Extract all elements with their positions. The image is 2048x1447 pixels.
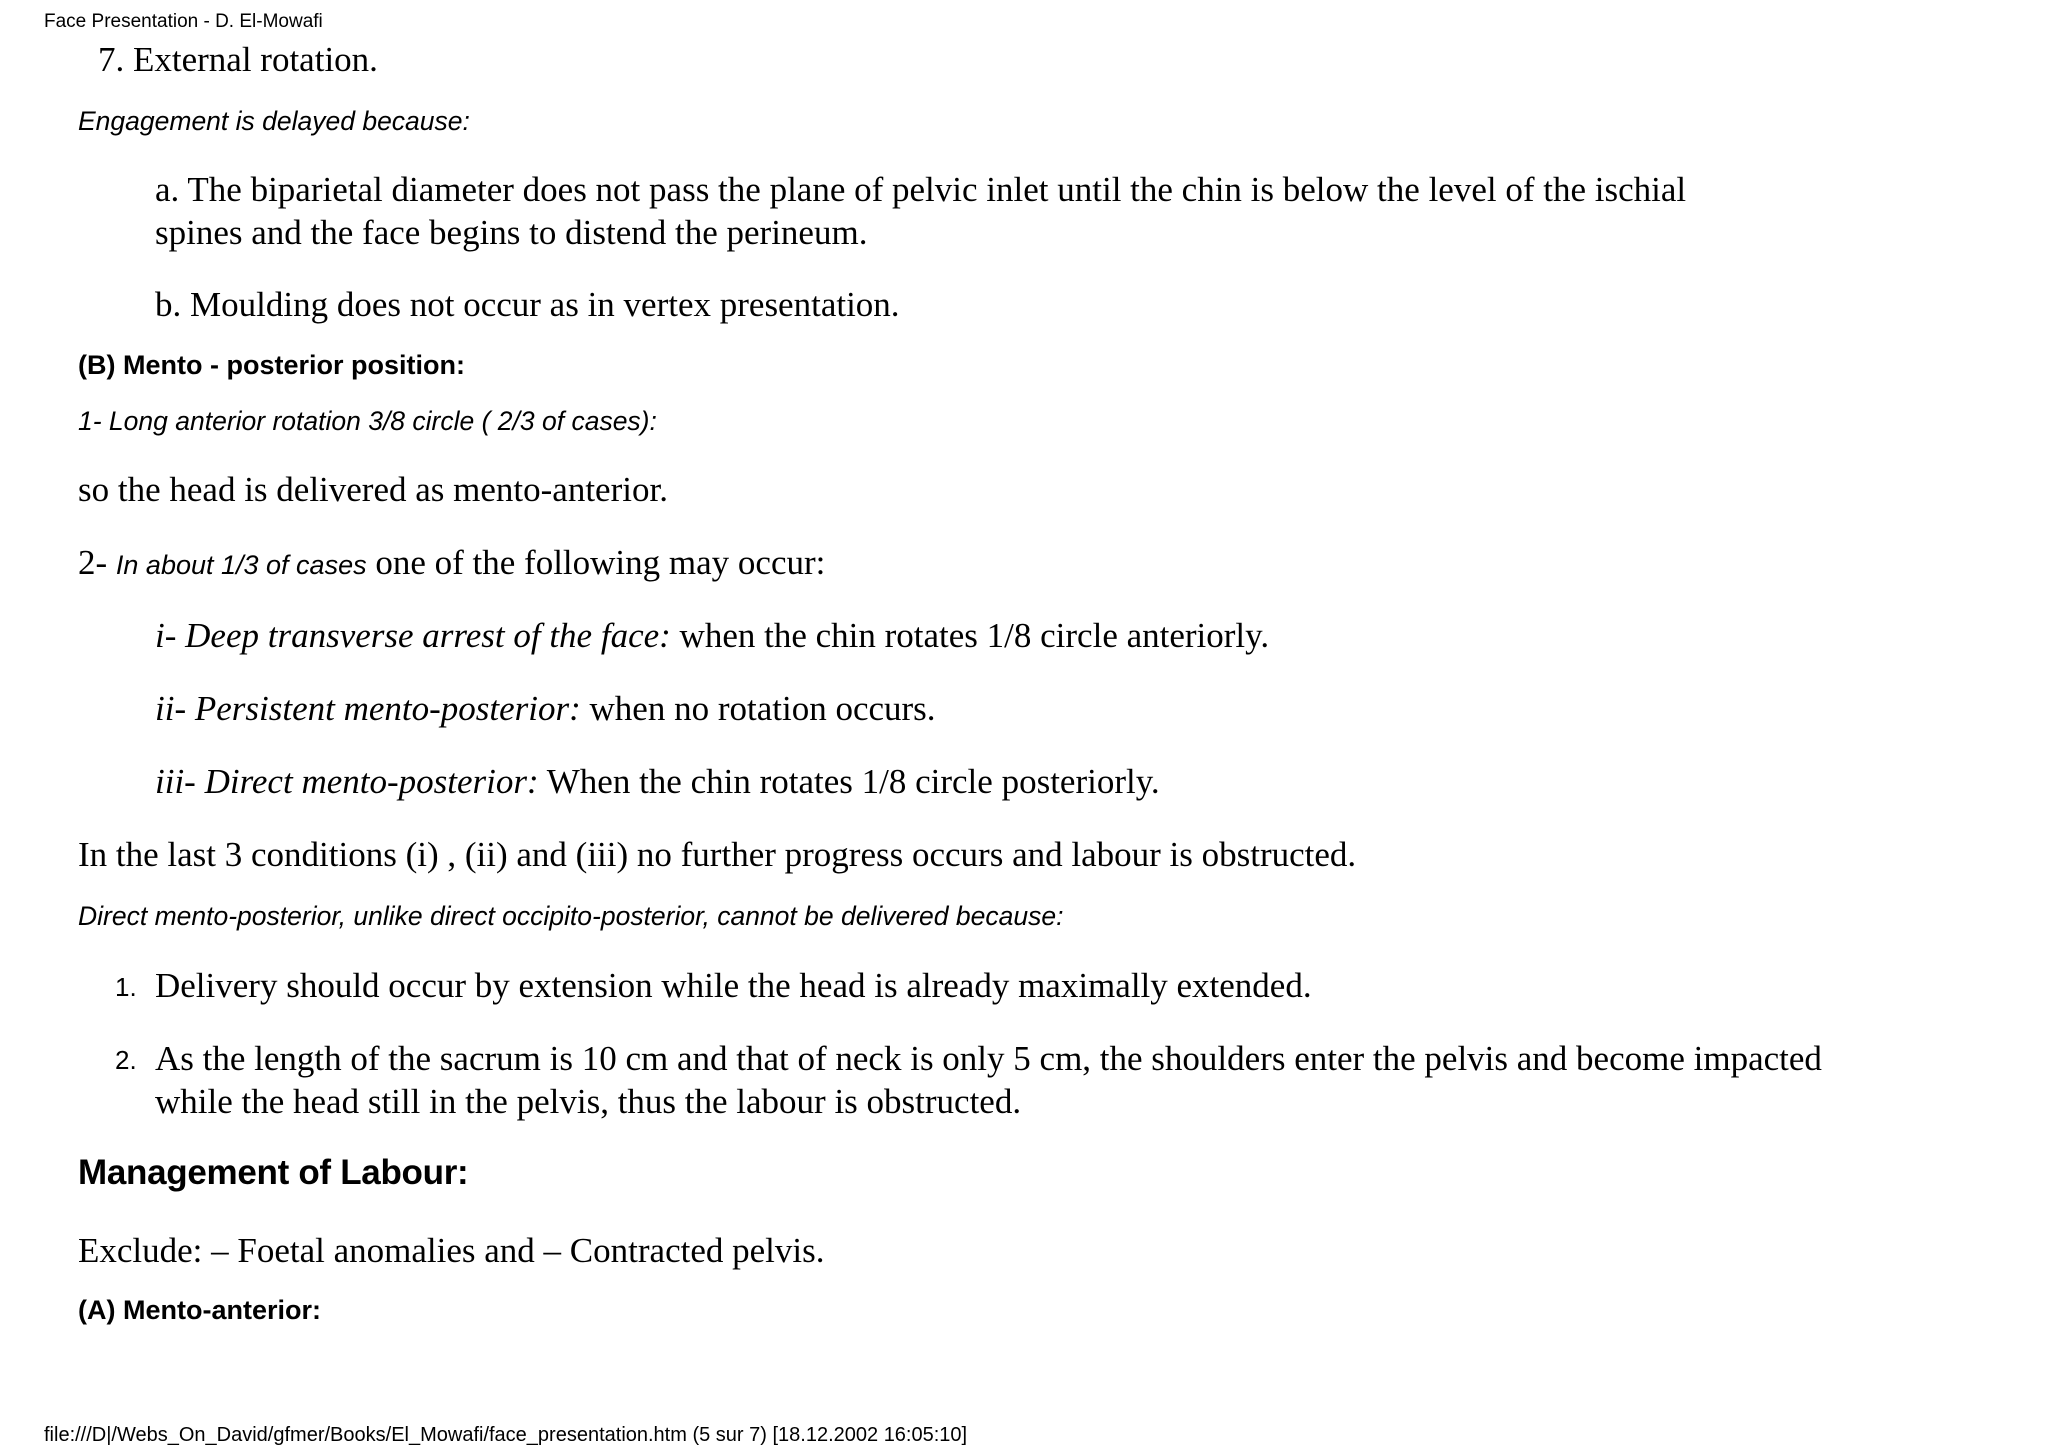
sub-item-iii-label: iii- Direct mento-posterior: [155,762,539,801]
page-footer-path: file:///D|/Webs_On_David/gfmer/Books/El_Mowafi/face_presentation.htm (5 sur 7) [18.12.2002 16:05:10] [44,1424,968,1446]
engagement-reason-b: b. Moulding does not occur as in vertex presentation. [155,285,900,324]
long-rotation-result-text: so the head is delivered as mento-anterior. [78,470,668,509]
sub-item-iii-text: When the chin rotates 1/8 circle posteriorly. [538,762,1160,801]
item-2-prefix: 2- [78,543,116,582]
item-2-paragraph [78,541,825,587]
reason-2-line1: As the length of the sacrum is 10 cm and that of neck is only 5 cm, the shoulders enter the pelvis and become impacted [155,1039,1822,1078]
sub-item-i-label: i- Deep transverse arrest of the face: [155,616,671,655]
management-of-labour-heading: Management of Labour: [78,1153,469,1192]
direct-mento-posterior-heading: Direct mento-posterior, unlike direct occipito-posterior, cannot be delivered because: [78,901,1064,931]
reason-1-number: 1. [115,972,137,1002]
step-7-external-rotation: 7. External rotation. [98,40,378,79]
engagement-reason-a-line2: spines and the face begins to distend the perineum. [155,213,868,252]
sub-item-i [155,614,1269,657]
sub-item-ii [155,687,936,730]
reason-2-line2: while the head still in the pelvis, thus the labour is obstructed. [155,1082,1022,1121]
sub-item-i-text: when the chin rotates 1/8 circle anteriorly. [670,616,1270,655]
exclude-paragraph: Exclude: – Foetal anomalies and – Contracted pelvis. [78,1231,825,1270]
reason-2-number: 2. [115,1045,137,1075]
sub-item-ii-text: when no rotation occurs. [580,689,936,728]
mento-posterior-heading: (B) Mento - posterior position: [78,350,465,380]
long-anterior-rotation-heading: 1- Long anterior rotation 3/8 circle ( 2/3 of cases): [78,406,657,436]
last-conditions-paragraph: In the last 3 conditions (i) , (ii) and (iii) no further progress occurs and labour is obstructed. [78,835,1357,874]
sub-item-iii [155,760,1160,803]
sub-item-ii-label: ii- Persistent mento-posterior: [155,689,581,728]
item-2-italic-text: In about 1/3 of cases [115,550,367,580]
reason-1-line1: Delivery should occur by extension while the head is already maximally extended. [155,966,1312,1005]
item-2-suffix: one of the following may occur: [366,543,826,582]
engagement-delayed-heading: Engagement is delayed because: [78,106,470,136]
page-header-title: Face Presentation - D. El-Mowafi [44,11,323,32]
engagement-reason-a-line1: a. The biparietal diameter does not pass the plane of pelvic inlet until the chin is below the level of the ischial [155,170,1687,209]
mento-anterior-heading: (A) Mento-anterior: [78,1295,321,1325]
